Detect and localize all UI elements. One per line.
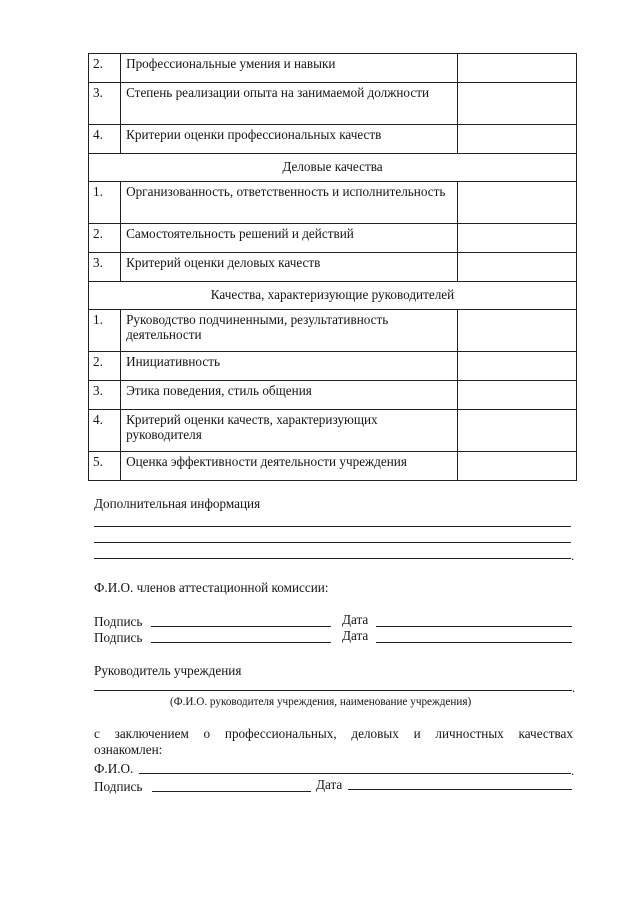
- criterion-text: Оценка эффективности деятельности учреждения: [121, 452, 458, 481]
- criterion-text: Критерии оценки профессиональных качеств: [121, 125, 458, 154]
- row-number: 2.: [89, 224, 121, 253]
- table-row: [89, 54, 577, 83]
- head-label: Руководитель учреждения: [94, 663, 242, 678]
- score-cell[interactable]: [457, 381, 576, 410]
- head-name-field[interactable]: [94, 690, 572, 691]
- commission-signature-label-2: Подпись: [94, 630, 143, 645]
- score-cell[interactable]: [457, 352, 576, 381]
- criterion-text: Инициативность: [121, 352, 458, 381]
- score-cell[interactable]: [457, 54, 576, 83]
- score-cell[interactable]: [457, 410, 576, 452]
- commission-date-field-2[interactable]: [376, 642, 572, 643]
- acknowledgement-date-field[interactable]: [348, 789, 572, 790]
- row-number: 1.: [89, 182, 121, 224]
- acknowledgement-fio-end-dot: .: [571, 763, 575, 778]
- commission-signature-field-2[interactable]: [151, 642, 331, 643]
- commission-label: Ф.И.О. членов аттестационной комиссии:: [94, 580, 329, 595]
- row-number: 5.: [89, 452, 121, 481]
- commission-signature-field-1[interactable]: [151, 626, 331, 627]
- table-row: [89, 452, 577, 481]
- section-title: Деловые качества: [89, 154, 577, 182]
- head-caption: (Ф.И.О. руководителя учреждения, наименование учреждения): [170, 696, 472, 708]
- acknowledgement-text-line-1: с заключением о профессиональных, деловых и личностных качествах: [94, 726, 573, 741]
- table-row: [89, 352, 577, 381]
- commission-date-field-1[interactable]: [376, 626, 572, 627]
- acknowledgement-signature-field[interactable]: [152, 791, 311, 792]
- table-row: [89, 410, 577, 452]
- row-number: 4.: [89, 410, 121, 452]
- criterion-text: Профессиональные умения и навыки: [121, 54, 458, 83]
- additional-info-label: Дополнительная информация: [94, 496, 261, 511]
- acknowledgement-fio-field[interactable]: [139, 773, 571, 774]
- acknowledgement-date-label: Дата: [316, 777, 343, 792]
- evaluation-table-body: [89, 54, 577, 481]
- score-cell[interactable]: [457, 310, 576, 352]
- section-title: Качества, характеризующие руководителей: [89, 282, 577, 310]
- acknowledgement-signature-label: Подпись: [94, 779, 143, 794]
- additional-info-line-1[interactable]: [94, 526, 571, 527]
- criterion-text: Руководство подчиненными, результативность деятельности: [121, 310, 458, 352]
- row-number: 3.: [89, 381, 121, 410]
- row-number: 3.: [89, 83, 121, 125]
- row-number: 2.: [89, 352, 121, 381]
- criterion-text: Степень реализации опыта на занимаемой должности: [121, 83, 458, 125]
- row-number: 2.: [89, 54, 121, 83]
- criterion-text: Критерий оценки качеств, характеризующих руководителя: [121, 410, 458, 452]
- acknowledgement-fio-label: Ф.И.О.: [94, 761, 134, 776]
- score-cell[interactable]: [457, 125, 576, 154]
- table-row: [89, 125, 577, 154]
- criterion-text: Критерий оценки деловых качеств: [121, 253, 458, 282]
- acknowledgement-text-line-2: ознакомлен:: [94, 742, 163, 757]
- row-number: 1.: [89, 310, 121, 352]
- criterion-text: Самостоятельность решений и действий: [121, 224, 458, 253]
- table-row: [89, 381, 577, 410]
- table-row: [89, 83, 577, 125]
- score-cell[interactable]: [457, 452, 576, 481]
- additional-info-line-2[interactable]: [94, 542, 571, 543]
- additional-info-end-dot: .: [571, 548, 575, 563]
- additional-info-line-3[interactable]: [94, 558, 571, 559]
- table-row: [89, 310, 577, 352]
- table-row: [89, 224, 577, 253]
- table-row: [89, 182, 577, 224]
- row-number: 4.: [89, 125, 121, 154]
- score-cell[interactable]: [457, 83, 576, 125]
- score-cell[interactable]: [457, 182, 576, 224]
- commission-signature-label-1: Подпись: [94, 614, 143, 629]
- score-cell[interactable]: [457, 224, 576, 253]
- commission-date-label-2: Дата: [342, 628, 369, 643]
- criterion-text: Этика поведения, стиль общения: [121, 381, 458, 410]
- row-number: 3.: [89, 253, 121, 282]
- head-end-dot: .: [572, 680, 576, 695]
- criterion-text: Организованность, ответственность и исполнительность: [121, 182, 458, 224]
- score-cell[interactable]: [457, 253, 576, 282]
- table-section-row: [89, 154, 577, 182]
- commission-date-label-1: Дата: [342, 612, 369, 627]
- table-row: [89, 253, 577, 282]
- table-section-row: [89, 282, 577, 310]
- evaluation-table: [88, 53, 577, 481]
